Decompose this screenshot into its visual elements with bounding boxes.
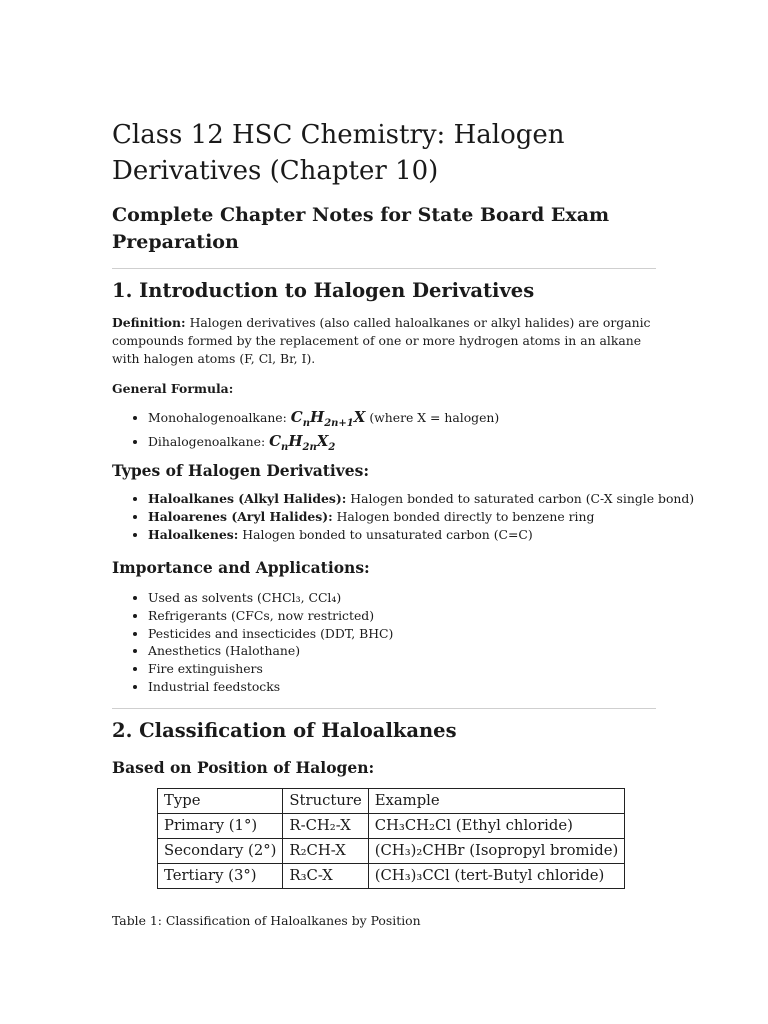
types-heading: Types of Halogen Derivatives:: [112, 461, 370, 480]
table-row: [158, 814, 625, 839]
divider: [112, 268, 656, 269]
list-item: • Fire extinguishers: [148, 660, 393, 678]
table-header-cell: Structure: [283, 789, 368, 814]
table-header-cell: Type: [158, 789, 283, 814]
table-cell: R₂CH-X: [283, 839, 368, 864]
list-item: • Used as solvents (CHCl₃, CCl₄): [148, 589, 393, 607]
formula-monohalogenoalkane: $C_nH_{2n+1}X$: [290, 408, 366, 429]
applications-list: [128, 589, 393, 696]
document-title: Class 12 HSC Chemistry: Halogen Derivatives (Chapter 10): [112, 120, 565, 186]
formula-list: [128, 409, 499, 457]
list-item: • Monohalogenoalkane: $C_nH_{2n+1}X$ (where X = halogen): [148, 409, 499, 433]
formula-dihalogenoalkane: $C_nH_{2n}X_2$: [269, 431, 336, 453]
general-formula-label: General Formula:: [112, 381, 234, 396]
definition-text: Halogen derivatives (also called haloalkanes or alkyl halides) are organic compounds formed by the replacement of one or more hydrogen atoms in an alkane with halogen atoms (F, Cl, Br, I).: [112, 315, 651, 366]
table-cell: (CH₃)₃CCl (tert-Butyl chloride): [368, 864, 625, 889]
table-row: [158, 864, 625, 889]
list-item: • Pesticides and insecticides (DDT, BHC): [148, 625, 393, 643]
classification-table: [157, 788, 625, 889]
table-caption: Table 1: Classification of Haloalkanes by Position: [112, 913, 421, 928]
table-cell: Secondary (2°): [158, 839, 283, 864]
table-row: [158, 839, 625, 864]
definition-paragraph: [112, 314, 652, 368]
section-2-heading: 2. Classification of Haloalkanes: [112, 719, 457, 742]
list-item: • Haloalkanes (Alkyl Halides): Halogen bonded to saturated carbon (C-X single bond): [148, 490, 694, 508]
table-cell: R₃C-X: [283, 864, 368, 889]
divider: [112, 708, 656, 709]
position-subheading: Based on Position of Halogen:: [112, 758, 375, 777]
list-item: • Anesthetics (Halothane): [148, 642, 393, 660]
table-cell: Tertiary (3°): [158, 864, 283, 889]
table-cell: Primary (1°): [158, 814, 283, 839]
importance-heading: Importance and Applications:: [112, 558, 370, 577]
table-header-row: [158, 789, 625, 814]
list-item: • Industrial feedstocks: [148, 678, 393, 696]
definition-label: Definition:: [112, 315, 186, 330]
list-item: • Haloalkenes: Halogen bonded to unsaturated carbon (C=C): [148, 526, 694, 544]
list-item: • Haloarenes (Aryl Halides): Halogen bonded directly to benzene ring: [148, 508, 694, 526]
section-1-heading: 1. Introduction to Halogen Derivatives: [112, 279, 535, 302]
document-subtitle: Complete Chapter Notes for State Board Exam Preparation: [112, 204, 610, 253]
table-header-cell: Example: [368, 789, 625, 814]
table-cell: CH₃CH₂Cl (Ethyl chloride): [368, 814, 625, 839]
table-cell: R-CH₂-X: [283, 814, 368, 839]
types-list: [128, 490, 694, 543]
list-item: • Refrigerants (CFCs, now restricted): [148, 607, 393, 625]
table-cell: (CH₃)₂CHBr (Isopropyl bromide): [368, 839, 625, 864]
list-item: • Dihalogenoalkane: $C_nH_{2n}X_2$: [148, 433, 499, 457]
